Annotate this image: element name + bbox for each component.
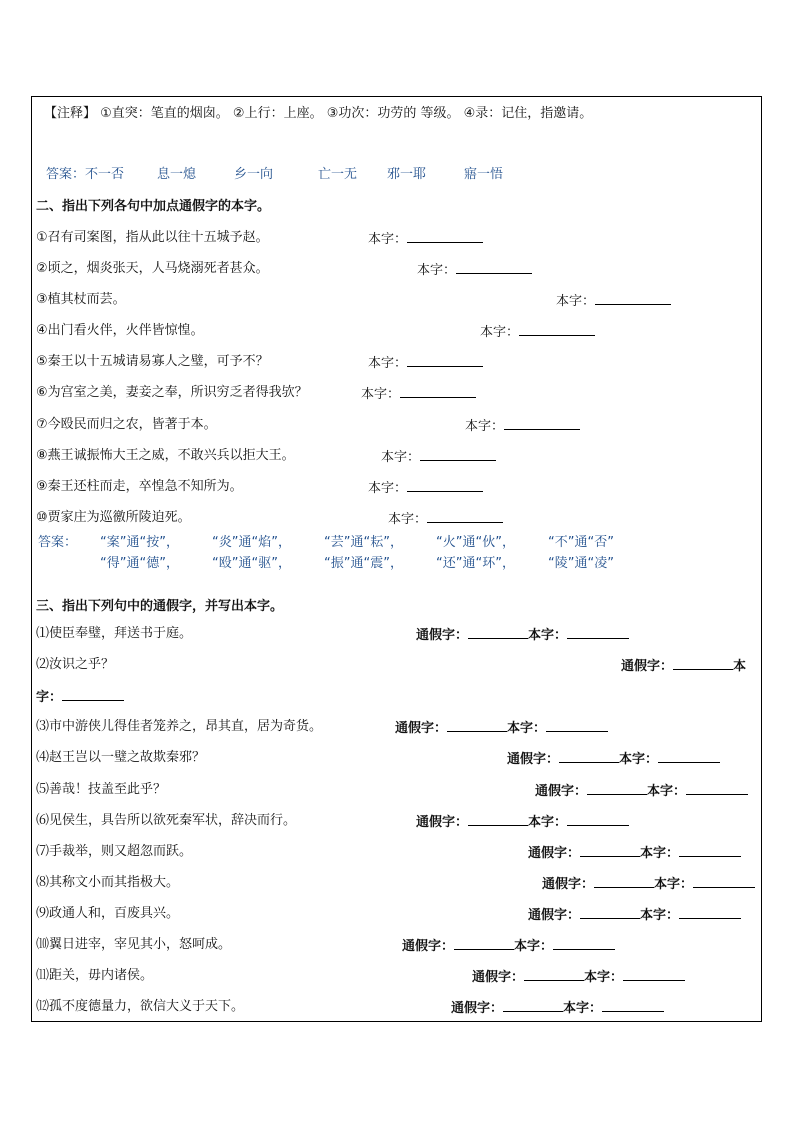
answer-field[interactable]: 通假字： 本字：: [402, 937, 615, 955]
question: ⑾距关，毋内诸侯。: [36, 968, 154, 983]
section-heading: 三、指出下列句中的通假字，并写出本字。: [36, 599, 284, 614]
question: ④出门看火伴，火伴皆惊惶。: [36, 323, 204, 338]
answer-item: “火”通“伙”，: [436, 535, 515, 550]
answer-field[interactable]: 通假字： 本: [621, 659, 747, 674]
question: ⑽翼日进宰，宰见其小，怒呵成。: [36, 937, 232, 952]
answer-field[interactable]: 本字：: [388, 510, 503, 528]
answer-field[interactable]: 通假字： 本字：: [451, 999, 664, 1017]
answer-item: “振”通“震”，: [324, 556, 403, 571]
answer-item: “得”通“德”，: [100, 556, 179, 571]
question: ⑿孤不度德量力，欲信大义于天下。: [36, 999, 245, 1014]
answer-item: 邪一耶: [387, 167, 427, 182]
answer-item: 息一熄: [157, 167, 197, 182]
answer-item: “不”通“否”: [548, 535, 614, 550]
answer-field[interactable]: 通假字： 本字：: [416, 626, 629, 644]
answer-field[interactable]: 本字：: [381, 448, 496, 466]
question: ⑴使臣奉璧，拜送书于庭。: [36, 626, 193, 641]
question: ⑹见侯生，具告所以欲死秦军状，辞决而行。: [36, 813, 297, 828]
answer-field[interactable]: 本字：: [480, 323, 595, 341]
question: ⑷赵王岂以一璧之故欺秦邪？: [36, 750, 206, 765]
answer-field[interactable]: 本字：: [368, 354, 483, 372]
answer-item: “陵”通“凌”: [548, 556, 614, 571]
answer-item: “案”通“按”，: [100, 535, 179, 550]
answer-item: 乡一向: [234, 167, 274, 182]
answer-field[interactable]: 通假字： 本字：: [507, 750, 720, 768]
answer-item: 亡一无: [318, 167, 358, 182]
question: ⑵汝识之乎？: [36, 657, 115, 672]
question: ⑧燕王诚振怖大王之威，不敢兴兵以拒大王。: [36, 448, 295, 463]
answer-field[interactable]: 通假字： 本字：: [542, 875, 755, 893]
answer-field[interactable]: 本字：: [368, 230, 483, 248]
question: ⑩贾家庄为巡徼所陵迫死。: [36, 510, 191, 525]
question: ①召有司案图，指从此以往十五城予赵。: [36, 230, 269, 245]
question: ③植其杖而芸。: [36, 292, 126, 307]
answer-field[interactable]: 通假字： 本字：: [528, 906, 741, 924]
answer-field[interactable]: 通假字： 本字：: [416, 813, 629, 831]
answer-field[interactable]: 本字：: [465, 417, 580, 435]
question: ⑺手裁举，则又超忽而跃。: [36, 844, 193, 859]
answer-item: “还”通“环”，: [436, 556, 515, 571]
answer-field[interactable]: 本字：: [361, 385, 476, 403]
answer-item: 寤一悟: [464, 167, 504, 182]
annotation-note: 【注释】 ①直突：笔直的烟囱。 ②上行：上座。 ③功次：功劳的 等级。 ④录：记住，指邀请。: [44, 106, 593, 121]
question: ⑶市中游侠儿得佳者笼养之，昂其直，居为奇货。: [36, 719, 323, 734]
question: ⑸善哉！技盖至此乎？: [36, 782, 167, 797]
answer-field[interactable]: 通假字： 本字：: [535, 782, 748, 800]
answer-item: “炎”通“焰”，: [212, 535, 291, 550]
answer-field[interactable]: 本字：: [368, 479, 483, 497]
answer-field[interactable]: 通假字： 本字：: [472, 968, 685, 986]
answer-label: 答案：: [38, 535, 78, 550]
answer-label: 答案：不一否: [46, 167, 125, 182]
answer-item: “殴”通“驱”，: [212, 556, 291, 571]
answer-field[interactable]: 本字：: [556, 292, 671, 310]
answer-field-continued[interactable]: 字：: [36, 688, 124, 706]
answer-field[interactable]: 通假字： 本字：: [395, 719, 608, 737]
question: ⑥为宫室之美，妻妾之奉，所识穷乏者得我欤？: [36, 385, 308, 400]
question: ⑦今殴民而归之农，皆著于本。: [36, 417, 217, 432]
question: ⑤秦王以十五城请易寡人之璧，可予不？: [36, 354, 269, 369]
answer-field[interactable]: 本字：: [417, 261, 532, 279]
section-heading: 二、指出下列各句中加点通假字的本字。: [36, 199, 271, 214]
question: ⑼政通人和，百废具兴。: [36, 906, 180, 921]
answer-field[interactable]: 通假字： 本字：: [528, 844, 741, 862]
question: ⑻其称文小而其指极大。: [36, 875, 180, 890]
answer-item: “芸”通“耘”，: [324, 535, 403, 550]
question: ⑨秦王还柱而走，卒惶急不知所为。: [36, 479, 243, 494]
question: ②顷之，烟炎张天，人马烧溺死者甚众。: [36, 261, 269, 276]
